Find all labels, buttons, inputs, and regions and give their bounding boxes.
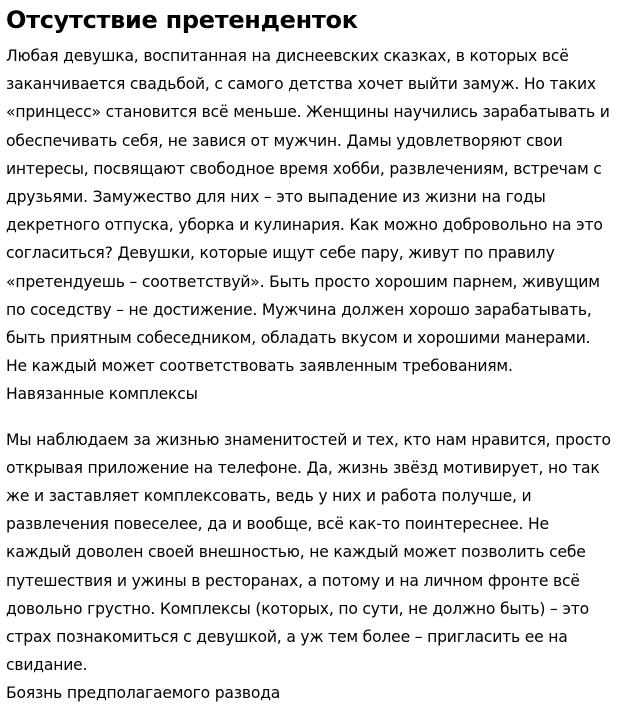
article-title: Отсутствие претенденток — [6, 6, 358, 34]
article-paragraph: Мы наблюдаем за жизнью знаменитостей и тех, кто нам нравится, просто открывая приложение на телефоне. Да, жизнь звёзд мотивирует, но так же и заставляет комплексовать, ведь у них и работа получше, и развлечения повеселее, да и вообще, всё как-то поинтереснее. Не каждый доволен своей внешностью, не каждый может позволить себе путешествия и ужины в ресторанах, а потому и на личном фронте всё довольно грустно. Комплексы (которых, по сути, не должно быть) – это страх познакомиться с девушкой, а уж тем более – пригласить ее на свидание. — [6, 430, 611, 675]
article — [6, 4, 612, 708]
article-paragraph: Любая девушка, воспитанная на диснеевских сказках, в которых всё заканчивается свадьбой, с самого детства хочет выйти замуж. Но таких «принцесс» становится всё меньше. Женщины научились зарабатывать и обеспечивать себя, не завися от мужчин. Дамы удовлетворяют свои интересы, посвящают свободное время хобби, развлечениям, встречам с друзьями. Замужество для них – это выпадение из жизни на годы декретного отпуска, уборка и кулинария. Как можно добровольно на это согласиться? Девушки, которые ищут себе пару, живут по правилу «претендуешь – соответствуй». Быть просто хорошим парнем, живущим по соседству – не достижение. Мужчина должен хорошо зарабатывать, быть приятным собеседником, обладать вкусом и хорошими манерами. Не каждый может соответствовать заявленным требованиям. — [6, 47, 610, 376]
section-heading: Навязанные комплексы — [6, 385, 198, 404]
section-heading: Боязнь предполагаемого развода — [6, 684, 281, 703]
